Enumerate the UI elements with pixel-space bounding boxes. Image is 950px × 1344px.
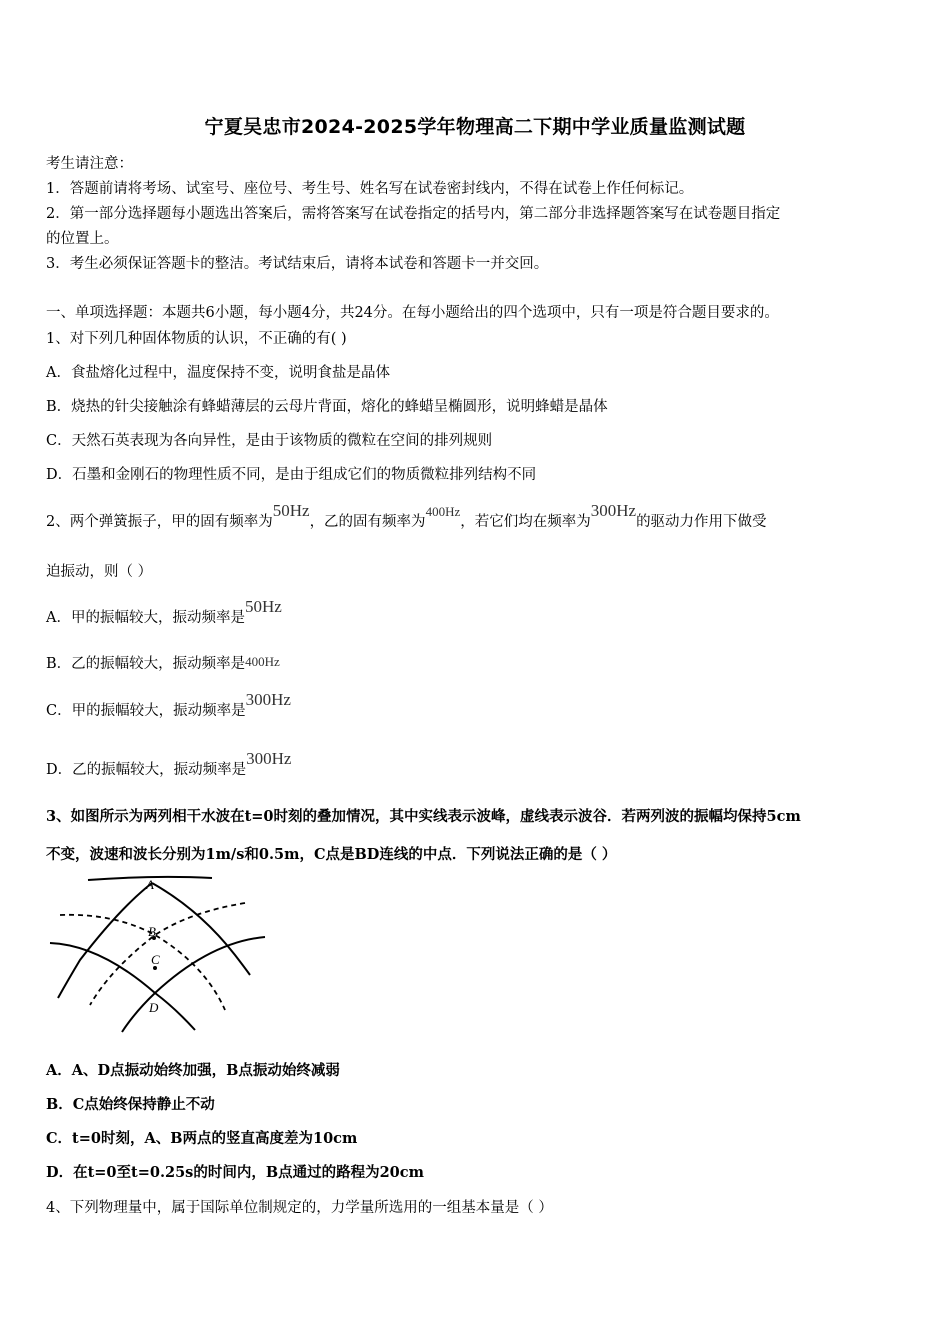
question-4-stem: 4、下列物理量中，属于国际单位制规定的，力学量所选用的一组基本量是（ ）: [46, 1200, 553, 1216]
frequency-value: 400Hz: [245, 654, 280, 669]
point-c-label: C: [151, 952, 160, 967]
question-1-option-a: A．食盐熔化过程中，温度保持不变，说明食盐是晶体: [46, 365, 390, 381]
frequency-value: 50Hz: [244, 597, 282, 616]
option-text: D．乙的振幅较大，振动频率是: [46, 762, 247, 778]
question-3-stem: 3、如图所示为两列相干水波在t=0时刻的叠加情况，其中实线表示波峰，虚线表示波谷．若两列波的振幅均保持5cm: [46, 808, 801, 825]
crest-line: [58, 883, 152, 998]
question-2-text: 2、两个弹簧振子，甲的固有频率为: [46, 514, 273, 530]
question-1-stem: 1、对下列几种固体物质的认识，不正确的有( ): [46, 331, 347, 347]
question-2-stem: [46, 501, 767, 531]
question-2-text: 的驱动力作用下做受: [636, 514, 767, 530]
option-text: C．甲的振幅较大，振动频率是: [46, 703, 246, 719]
question-2-text: ，乙的固有频率为: [309, 514, 426, 530]
question-1-option-d: D．石墨和金刚石的物理性质不同，是由于组成它们的物质微粒排列结构不同: [46, 467, 537, 483]
notice-item: 3．考生必须保证答题卡的整洁。考试结束后，请将本试卷和答题卡一并交回。: [46, 256, 549, 272]
question-3-stem-continued: 不变，波速和波长分别为1m/s和0.5m，C点是BD连线的中点．下列说法正确的是（ ）: [46, 846, 617, 863]
question-1-option-b: B．烧热的针尖接触涂有蜂蜡薄层的云母片背面，熔化的蜂蜡呈椭圆形，说明蜂蜡是晶体: [46, 399, 608, 415]
notice-item: 1．答题前请将考场、试室号、座位号、考生号、姓名写在试卷密封线内，不得在试卷上作任何标记。: [46, 181, 694, 197]
question-3-option-b: B．C点始终保持静止不动: [46, 1096, 215, 1113]
question-1-option-c: C．天然石英表现为各向异性，是由于该物质的微粒在空间的排列规则: [46, 433, 493, 449]
frequency-value: 300Hz: [245, 690, 291, 709]
question-2-text: ，若它们均在频率为: [460, 514, 591, 530]
option-text: B．乙的振幅较大，振动频率是: [46, 656, 246, 672]
trough-line: [90, 903, 245, 1005]
crest-line: [50, 943, 195, 1030]
question-3-option-a: A．A、D点振动始终加强，B点振动始终减弱: [46, 1062, 340, 1079]
frequency-value: 300Hz: [590, 501, 637, 520]
question-2-option-d: [46, 749, 292, 779]
wave-interference-figure: [40, 870, 275, 1038]
question-2-option-c: [46, 690, 291, 720]
point-a-label: A: [146, 877, 154, 892]
point-b-label: B: [148, 924, 156, 939]
section-heading: 一、单项选择题：本题共6小题，每小题4分，共24分。在每小题给出的四个选项中，只有一项是符合题目要求的。: [46, 305, 779, 321]
question-2-stem-continued: 迫振动，则（ ）: [46, 564, 153, 580]
notice-item: 的位置上。: [46, 231, 119, 247]
question-2-option-b: [46, 652, 280, 673]
page-title: 宁夏吴忠市2024-2025学年物理高二下期中学业质量监测试题: [204, 116, 746, 138]
notice-heading: 考生请注意：: [46, 156, 133, 172]
point-d-label: D: [149, 1000, 159, 1015]
notice-item: 2．第一部分选择题每小题选出答案后，需将答案写在试卷指定的括号内，第二部分非选择题答案写在试卷题目指定: [46, 206, 781, 222]
frequency-value: 50Hz: [272, 501, 310, 520]
question-3-option-c: C．t=0时刻，A、B两点的竖直高度差为10cm: [46, 1130, 358, 1147]
frequency-value: 400Hz: [425, 504, 461, 519]
question-2-option-a: [46, 597, 282, 627]
trough-line: [60, 915, 225, 1010]
frequency-value: 300Hz: [246, 749, 292, 768]
question-3-option-d: D．在t=0至t=0.25s的时间内，B点通过的路程为20cm: [46, 1164, 424, 1181]
option-text: A．甲的振幅较大，振动频率是: [46, 610, 245, 626]
